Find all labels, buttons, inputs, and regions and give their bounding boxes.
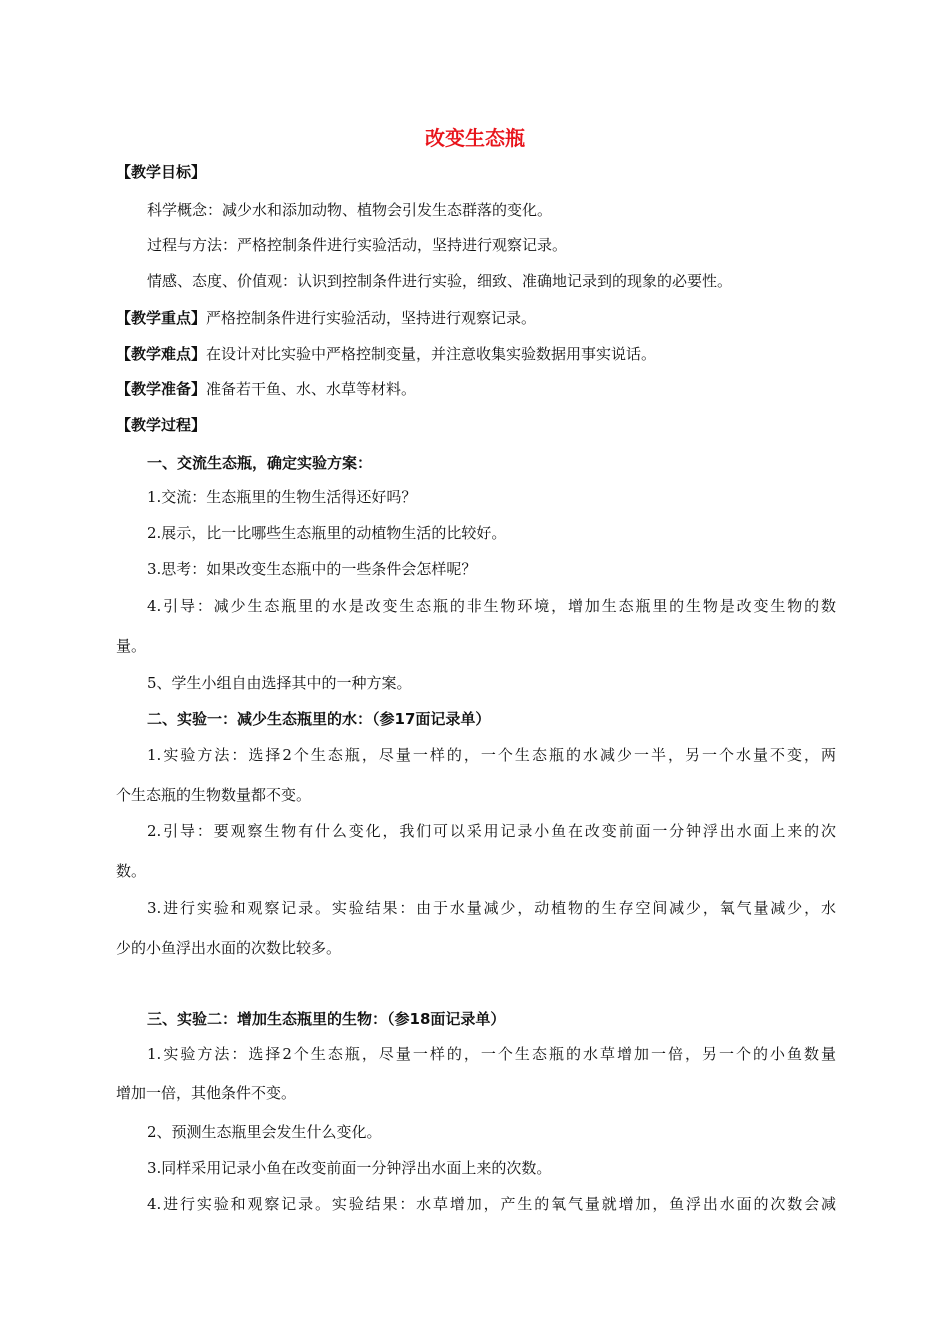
objective-process: 过程与方法：严格控制条件进行实验活动，坚持进行观察记录。	[147, 236, 568, 254]
section3-item: 4.进行实验和观察记录。实验结果：水草增加，产生的氧气量就增加，鱼浮出水面的次数会减	[147, 1195, 836, 1213]
section2-item: 3.进行实验和观察记录。实验结果：由于水量减少，动植物的生存空间减少，氧气量减少，水	[147, 899, 836, 917]
section3-item: 1.实验方法：选择2个生态瓶，尽量一样的，一个生态瓶的水草增加一倍，另一个的小鱼数量	[147, 1045, 836, 1063]
difficulty-text: 在设计对比实验中严格控制变量，并注意收集实验数据用事实说话。	[206, 345, 657, 363]
section2-item: 2.引导：要观察生物有什么变化，我们可以采用记录小鱼在改变前面一分钟浮出水面上来的次	[147, 822, 836, 840]
section3-heading: 三、实验二：增加生态瓶里的生物：（参18面记录单）	[147, 1010, 506, 1028]
document-title: 改变生态瓶	[425, 126, 525, 150]
section1-heading: 一、交流生态瓶，确定实验方案：	[147, 454, 373, 472]
section1-item-cont: 量。	[116, 637, 147, 655]
difficulty-tag: 【教学难点】	[116, 345, 207, 363]
objective-attitude: 情感、态度、价值观：认识到控制条件进行实验，细致、准确地记录到的现象的必要性。	[147, 272, 733, 290]
section2-item: 1.实验方法：选择2个生态瓶，尽量一样的，一个生态瓶的水减少一半，另一个水量不变，两	[147, 746, 836, 764]
key-point-tag: 【教学重点】	[116, 309, 207, 327]
section2-item-cont: 少的小鱼浮出水面的次数比较多。	[116, 939, 342, 957]
section1-item: 4.引导：减少生态瓶里的水是改变生态瓶的非生物环境，增加生态瓶里的生物是改变生物的数	[147, 597, 836, 615]
section1-item: 5、学生小组自由选择其中的一种方案。	[147, 674, 412, 692]
section3-item: 2、预测生态瓶里会发生什么变化。	[147, 1123, 382, 1141]
key-point-text: 严格控制条件进行实验活动，坚持进行观察记录。	[206, 309, 537, 327]
preparation-line	[116, 378, 836, 400]
objective-concept: 科学概念：减少水和添加动物、植物会引发生态群落的变化。	[147, 201, 553, 219]
preparation-text: 准备若干鱼、水、水草等材料。	[206, 380, 417, 398]
section1-item: 3.思考：如果改变生态瓶中的一些条件会怎样呢？	[147, 560, 477, 578]
section2-item-cont: 个生态瓶的生物数量都不变。	[116, 786, 312, 804]
difficulty-line	[116, 343, 836, 365]
section1-item: 2.展示，比一比哪些生态瓶里的动植物生活的比较好。	[147, 524, 507, 542]
section2-item-cont: 数。	[116, 862, 147, 880]
section3-item: 3.同样采用记录小鱼在改变前面一分钟浮出水面上来的次数。	[147, 1159, 552, 1177]
section2-heading: 二、实验一：减少生态瓶里的水：（参17面记录单）	[147, 710, 491, 728]
preparation-tag: 【教学准备】	[116, 380, 207, 398]
objectives-heading: 【教学目标】	[116, 163, 207, 181]
process-heading: 【教学过程】	[116, 416, 207, 434]
section1-item: 1.交流：生态瓶里的生物生活得还好吗？	[147, 488, 417, 506]
section3-item-cont: 增加一倍，其他条件不变。	[116, 1084, 297, 1102]
key-point-line	[116, 307, 836, 329]
